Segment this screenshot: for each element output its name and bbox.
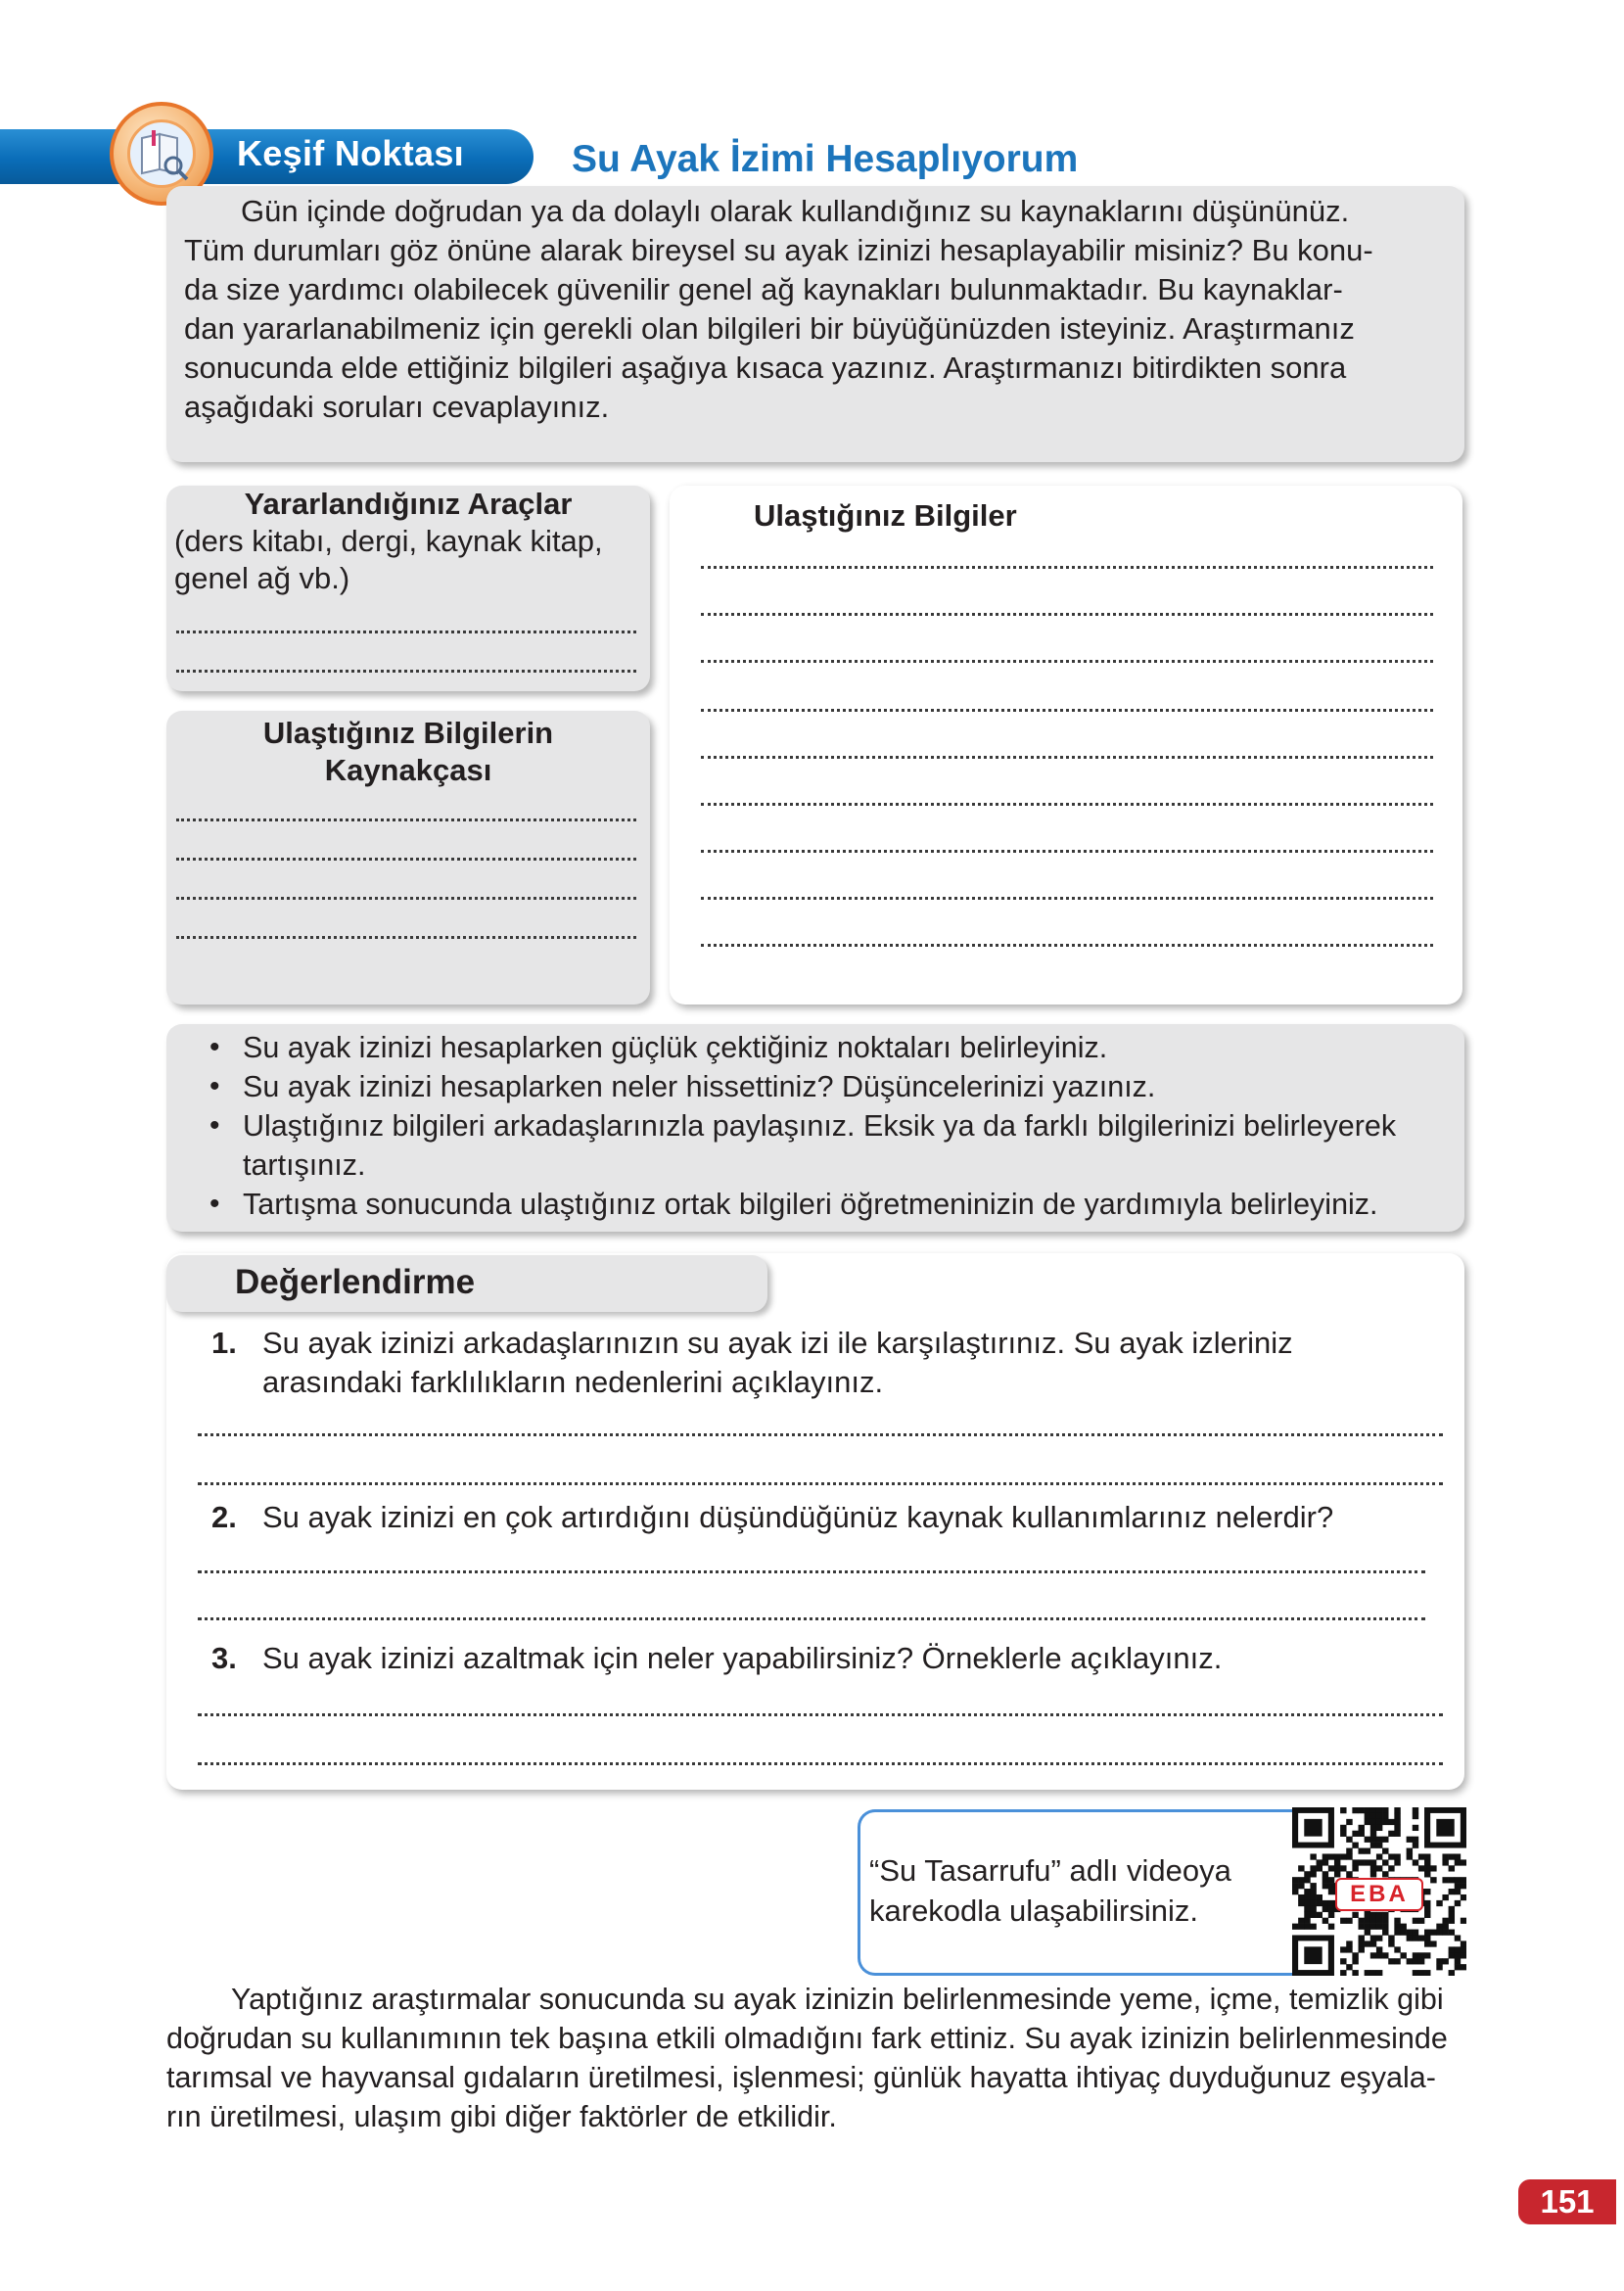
sources-panel (166, 711, 650, 1005)
intro-panel (166, 186, 1464, 462)
intro-line: dan yararlanabilmeniz için gerekli olan bilgileri bir büyüğünüzden isteyiniz. Araştırmanız (184, 311, 1355, 346)
info-answer-line[interactable] (701, 660, 1433, 663)
intro-line: da size yardımcı olabilecek güvenilir genel ağ kaynakları bulunmaktadır. Bu kaynaklar- (184, 272, 1343, 306)
closing-paragraph (166, 1980, 1464, 2136)
closing-line: doğrudan su kullanımının tek başına etkili olmadığını fark ettiniz. Su ayak izinizin belirlenmesinde (166, 2022, 1448, 2055)
tools-panel-subtitle: genel ağ vb.) (174, 561, 350, 595)
tools-panel-title: Yararlandığınız Araçlar (244, 487, 573, 521)
qr-note-line: “Su Tasarrufu” adlı videoya (869, 1853, 1231, 1888)
section-label: Keşif Noktası (237, 133, 464, 173)
bullet-list (206, 1028, 1449, 1224)
answer-line[interactable] (198, 1570, 1425, 1573)
intro-line: aşağıdaki soruları cevaplayınız. (184, 390, 610, 424)
intro-line: sonucunda elde ettiğiniz bilgileri aşağıya kısaca yazınız. Araştırmanızı bitirdikten sonra (184, 351, 1347, 385)
question-text: arasındaki farklılıkların nedenlerini açıklayınız. (262, 1365, 884, 1399)
qr-code[interactable] (1292, 1807, 1466, 1976)
answer-line[interactable] (198, 1617, 1425, 1620)
list-item: • Su ayak izinizi hesaplarken neler hissettiniz? Düşüncelerinizi yazınız. (206, 1067, 1449, 1106)
question-number: 2. (211, 1500, 237, 1534)
tools-panel (166, 486, 650, 691)
question-text: Su ayak izinizi en çok artırdığını düşündüğünüz kaynak kullanımlarınız nelerdir? (262, 1500, 1334, 1534)
answer-line[interactable] (198, 1433, 1443, 1436)
sources-panel-title: Ulaştığınız Bilgilerin (262, 716, 554, 750)
question-number: 1. (211, 1326, 237, 1360)
info-answer-line[interactable] (701, 709, 1433, 712)
info-answer-line[interactable] (701, 897, 1433, 900)
closing-line: Yaptığınız araştırmalar sonucunda su ayak izinizin belirlenmesinde yeme, içme, temizlik gibi (231, 1983, 1444, 2016)
closing-line: rın üretilmesi, ulaşım gibi diğer faktörler de etkilidir. (166, 2100, 837, 2133)
sources-answer-line[interactable] (176, 897, 636, 900)
sources-answer-line[interactable] (176, 858, 636, 861)
qr-note-line: karekodla ulaşabilirsiniz. (869, 1894, 1198, 1928)
info-answer-line[interactable] (701, 566, 1433, 569)
question-text: Su ayak izinizi azaltmak için neler yapabilirsiniz? Örneklerle açıklayınız. (262, 1641, 1223, 1675)
answer-line[interactable] (198, 1713, 1443, 1716)
info-answer-line[interactable] (701, 944, 1433, 947)
intro-text (184, 192, 1449, 427)
qr-note-text (869, 1850, 1280, 1931)
info-panel (670, 486, 1462, 1005)
list-item: • Tartışma sonucunda ulaştığınız ortak bilgileri öğretmeninizin de yardımıyla belirleyiniz. (206, 1185, 1449, 1224)
sources-answer-line[interactable] (176, 936, 636, 939)
evaluation-panel (166, 1253, 1464, 1790)
info-answer-line[interactable] (701, 613, 1433, 616)
question-text: Su ayak izinizi arkadaşlarınızın su ayak izi ile karşılaştırınız. Su ayak izleriniz (262, 1326, 1293, 1360)
info-answer-line[interactable] (701, 850, 1433, 853)
intro-line: Gün içinde doğrudan ya da dolaylı olarak kullandığınız su kaynaklarını düşününüz. (241, 194, 1350, 228)
list-item: • Ulaştığınız bilgileri arkadaşlarınızla paylaşınız. Eksik ya da farklı bilgilerinizi belirleyerek tartışınız. (206, 1106, 1449, 1185)
questions-panel (166, 1024, 1464, 1232)
answer-line[interactable] (198, 1482, 1443, 1485)
question-number: 3. (211, 1641, 237, 1675)
info-answer-line[interactable] (701, 803, 1433, 806)
tools-panel-subtitle: (ders kitabı, dergi, kaynak kitap, (174, 524, 603, 558)
intro-line: Tüm durumları göz önüne alarak bireysel su ayak izinizi hesaplayabilir misiniz? Bu konu- (184, 233, 1373, 267)
page-number: 151 (1518, 2179, 1616, 2224)
page-title: Su Ayak İzimi Hesaplıyorum (572, 138, 1079, 180)
sources-answer-line[interactable] (176, 818, 636, 821)
info-panel-title: Ulaştığınız Bilgiler (754, 498, 1017, 533)
evaluation-heading: Değerlendirme (235, 1263, 476, 1301)
tools-answer-line[interactable] (176, 631, 636, 633)
sources-panel-title: Kaynakçası (324, 753, 492, 787)
answer-line[interactable] (198, 1762, 1443, 1765)
info-answer-line[interactable] (701, 756, 1433, 759)
list-item: • Su ayak izinizi hesaplarken güçlük çektiğiniz noktaları belirleyiniz. (206, 1028, 1449, 1067)
tools-answer-line[interactable] (176, 670, 636, 673)
closing-line: tarımsal ve hayvansal gıdaların üretilmesi, işlenmesi; günlük hayatta ihtiyaç duyduğunuz eşyala- (166, 2061, 1436, 2094)
eba-logo: EBA (1335, 1878, 1423, 1911)
